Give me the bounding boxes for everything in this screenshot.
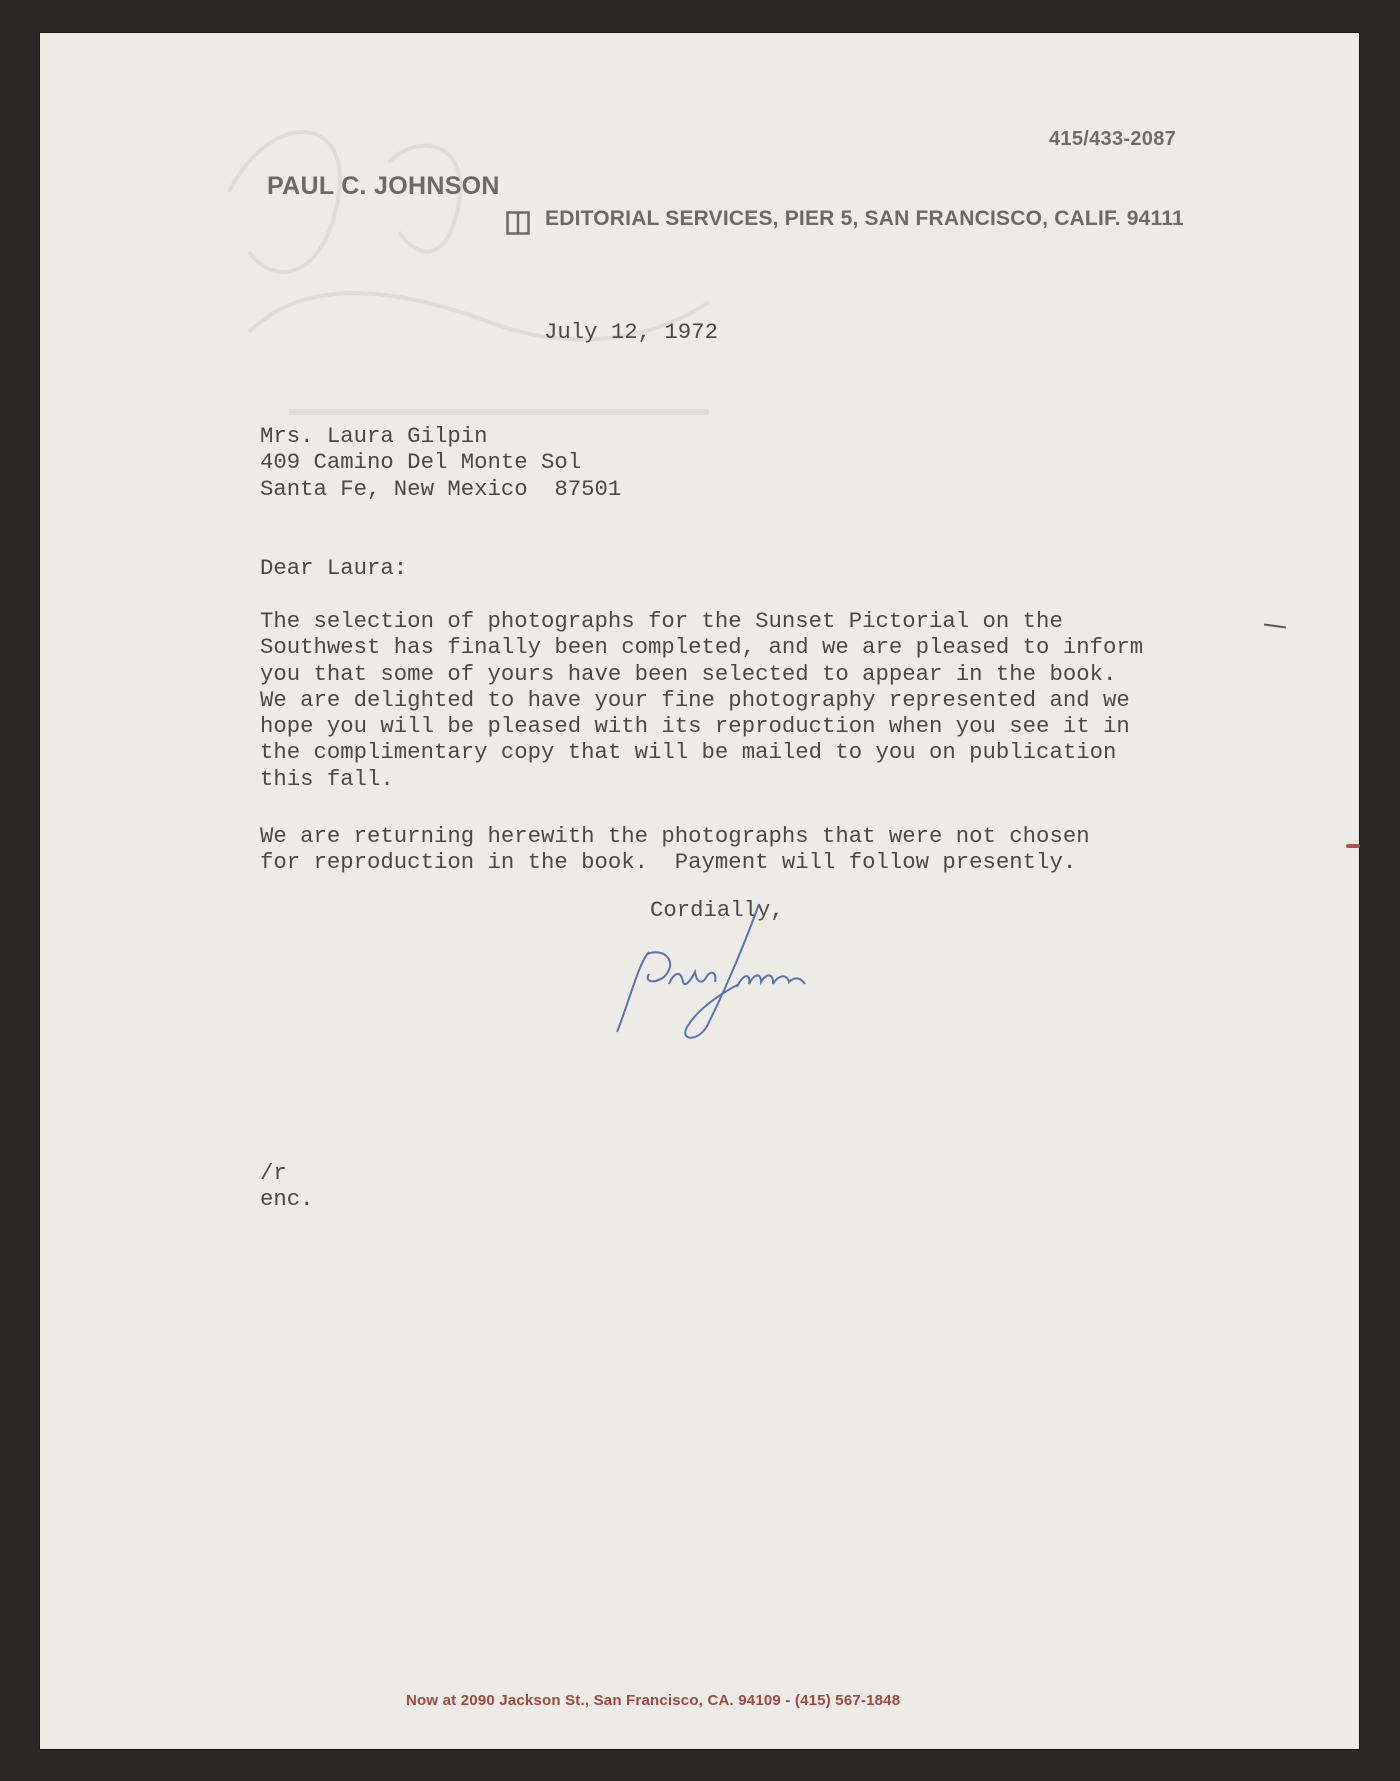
body-line: We are delighted to have your fine photography represented and we bbox=[260, 686, 1130, 713]
handwritten-signature bbox=[609, 892, 879, 1052]
letterhead-name: PAUL C. JOHNSON bbox=[267, 172, 500, 200]
body-line: The selection of photographs for the Sunset Pictorial on the bbox=[260, 608, 1063, 634]
body-line: this fall. bbox=[260, 765, 394, 792]
salutation: Dear Laura: bbox=[260, 555, 408, 581]
recipient-street: 409 Camino Del Monte Sol bbox=[260, 449, 582, 476]
body-line: We are returning herewith the photographs that were not chosen bbox=[260, 823, 1090, 849]
body-line: you that some of yours have been selected to appear in the book. bbox=[260, 660, 1117, 687]
book-logo-icon bbox=[506, 211, 530, 235]
letterhead-address: EDITORIAL SERVICES, PIER 5, SAN FRANCISCO, CALIF. 94111 bbox=[545, 207, 1184, 230]
typist-initials bbox=[260, 1160, 314, 1213]
watermark-script-icon bbox=[189, 72, 789, 472]
body-line: hope you will be pleased with its reproduction when you see it in bbox=[260, 713, 1130, 740]
footer-new-address: Now at 2090 Jackson St., San Francisco, CA. 94109 - (415) 567-1848 bbox=[406, 1692, 901, 1709]
recipient-city: Santa Fe, New Mexico 87501 bbox=[260, 475, 622, 502]
recipient-address bbox=[260, 423, 621, 502]
letterhead-phone: 415/433-2087 bbox=[1049, 128, 1177, 150]
initials-line: /r bbox=[260, 1160, 287, 1186]
letter-date: July 12, 1972 bbox=[544, 319, 718, 345]
pen-mark bbox=[1264, 623, 1286, 628]
red-mark bbox=[1346, 844, 1360, 848]
body-line: the complimentary copy that will be mailed to you on publication bbox=[260, 739, 1117, 766]
body-paragraph-1 bbox=[260, 608, 1143, 792]
closing: Cordially, bbox=[650, 897, 784, 923]
body-paragraph-2 bbox=[260, 823, 1090, 876]
letter-page bbox=[39, 32, 1360, 1750]
recipient-name: Mrs. Laura Gilpin bbox=[260, 423, 488, 449]
body-line: for reproduction in the book. Payment will follow presently. bbox=[260, 849, 1077, 876]
body-line: Southwest has finally been completed, and we are pleased to inform bbox=[260, 634, 1144, 661]
enclosure-note: enc. bbox=[260, 1186, 314, 1213]
